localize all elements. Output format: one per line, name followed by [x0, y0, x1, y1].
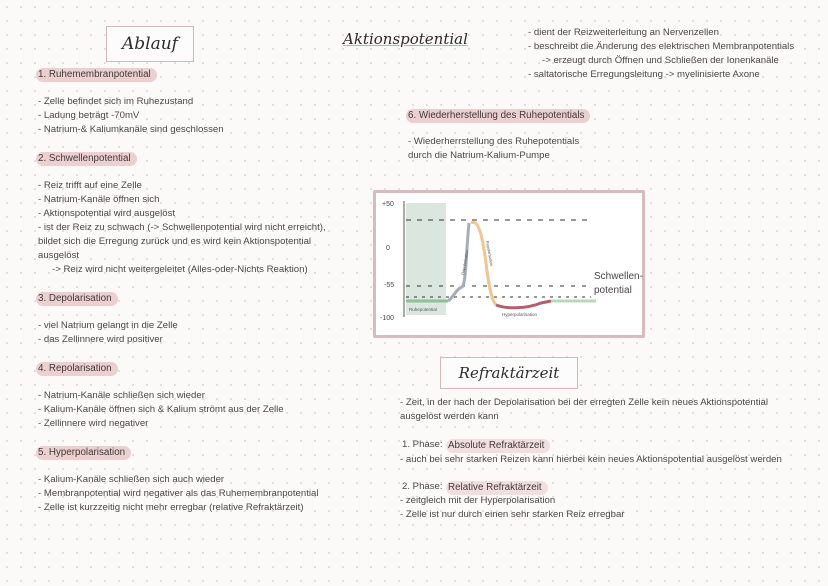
section-line: - Natrium-Kanäle schließen sich wieder [38, 390, 205, 401]
phase2-prefix: 2. Phase: [402, 481, 443, 492]
phase1-prefix: 1. Phase: [402, 439, 443, 450]
section-line: - Aktionspotential wird ausgelöst [38, 208, 176, 219]
section-body-2 [38, 179, 326, 277]
section-line: - Natrium-Kanäle öffnen sich [38, 194, 160, 205]
section-line: - das Zellinnere wird positiver [38, 334, 163, 345]
repol-label: Repolarisation [485, 240, 495, 267]
section-line: - Zelle befindet sich im Ruhezustand [38, 96, 194, 107]
section-line: - Zelle ist kurzzeitig nicht mehr erregbar (relative Refraktärzeit) [38, 502, 304, 513]
section-body-4 [38, 389, 284, 431]
action-potential-diagram [373, 190, 645, 338]
section-body-5 [38, 473, 319, 515]
section-line: - Reiz trifft auf eine Zelle [38, 180, 142, 191]
section-line: bildet sich die Erregung zurück und es wird kein Aktionspotential [38, 236, 312, 247]
section-heading-5: 5. Hyperpolarisation [36, 446, 131, 460]
section-body-3 [38, 319, 178, 347]
intro-line: - beschreibt die Änderung des elektrischen Membranpotentials [528, 41, 795, 52]
section-heading-1: 1. Ruhemembranpotential [36, 68, 157, 82]
phase1-name: Absolute Refraktärzeit [446, 439, 550, 453]
ablauf-title-box [106, 26, 194, 62]
threshold-label-line: potential [594, 285, 632, 296]
section-body-6 [408, 135, 579, 163]
section-heading-3: 3. Depolarisation [36, 292, 118, 306]
section-line: - Kalium-Kanäle schließen sich auch wieder [38, 474, 225, 485]
section-line: - Wiederherrstellung des Ruhepotentials [408, 136, 580, 147]
phase2-line: - zeitgleich mit der Hyperpolarisation [400, 495, 556, 506]
refractory-line: - Zeit, in der nach der Depolarisation bei der erregten Zelle kein neues Aktionspotential [400, 397, 768, 408]
hyper-label: Hyperpolarisation [502, 312, 538, 317]
y-tick-label: 0 [386, 245, 390, 252]
intro-list [528, 26, 794, 82]
refractory-intro [400, 396, 768, 424]
section-line: ausgelöst [38, 250, 80, 261]
y-tick-label: -55 [384, 282, 395, 289]
section-line: - Kalium-Kanäle öffnen sich & Kalium strömt aus der Zelle [38, 404, 284, 415]
section-line: durch die Natrium-Kalium-Pumpe [408, 150, 550, 161]
action-potential-svg [376, 193, 642, 335]
section-line: - Ladung beträgt -70mV [38, 110, 140, 121]
intro-line: - saltatorische Erregungsleitung -> myelinisierte Axone [528, 69, 760, 80]
section-heading-4: 4. Repolarisation [36, 362, 118, 376]
section-line: - ist der Reiz zu schwach (-> Schwellenpotential wird nicht erreicht), [38, 222, 326, 233]
phase2-line: - Zelle ist nur durch einen sehr starken Reiz erregbar [400, 509, 625, 520]
section-line: - Membranpotential wird negativer als das Ruhemembranpotential [38, 488, 319, 499]
y-tick-label: -100 [380, 315, 395, 322]
phase2-body [400, 494, 625, 522]
ablauf-title: Ablauf [122, 34, 178, 54]
rest-label: Ruhepotential [409, 307, 437, 312]
section-heading-6: 6. Wiederherstellung des Ruhepotentials [406, 109, 590, 123]
phase2-name: Relative Refraktärzeit [446, 481, 548, 495]
section-body-1 [38, 95, 224, 137]
threshold-annotation [594, 270, 643, 298]
section-heading-2: 2. Schwellenpotential [36, 152, 137, 166]
refractory-title-box [440, 357, 578, 389]
section-line: - viel Natrium gelangt in die Zelle [38, 320, 178, 331]
section-line: - Natrium-& Kaliumkanäle sind geschlossen [38, 124, 224, 135]
depol-label: Depolarisation [460, 249, 470, 276]
main-title: Aktionspotential [343, 30, 468, 48]
intro-line: - dient der Reizweiterleitung an Nervenzellen [528, 27, 719, 38]
section-line: -> Reiz wird nicht weitergeleitet (Alles-oder-Nichts Reaktion) [52, 264, 308, 275]
intro-line: -> erzeugt durch Öffnen und Schließen der Ionenkanäle [542, 55, 779, 66]
hyperpolarisation-curve [496, 301, 551, 308]
phase1-line: - auch bei sehr starken Reizen kann hierbei kein neues Aktionspotential ausgelöst werden [400, 454, 782, 465]
y-tick-label: +50 [382, 201, 394, 208]
refractory-title: Refraktärzeit [458, 364, 560, 382]
section-line: - Zellinnere wird negativer [38, 418, 149, 429]
threshold-label-line: Schwellen- [594, 271, 643, 282]
refractory-line: ausgelöst werden kann [400, 411, 499, 422]
